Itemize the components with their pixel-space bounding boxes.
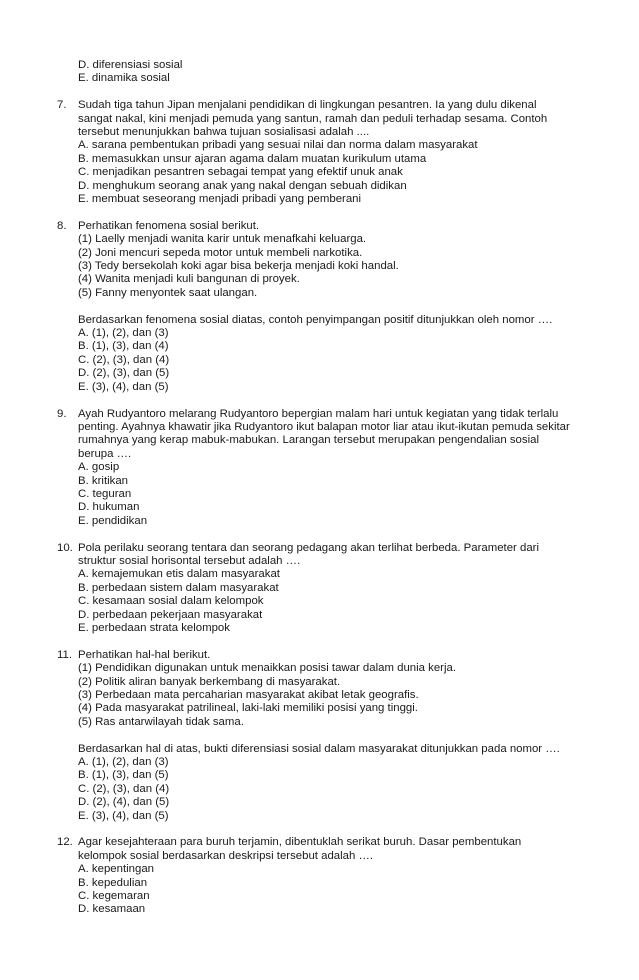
question-stem-line: Pola perilaku seorang tentara dan seorang pedagang akan terlihat berbeda. Parameter dari — [78, 541, 539, 554]
answer-option: D. diferensiasi sosial — [78, 59, 183, 71]
blank-line — [57, 206, 617, 219]
answer-option: C. kesamaan sosial dalam kelompok — [78, 595, 264, 608]
question-number: 12. — [57, 836, 73, 849]
blank-line — [57, 528, 617, 541]
answer-option: D. (2), (4), dan (5) — [78, 796, 170, 809]
question-stem-line: tersebut menunjukkan bahwa tujuan sosialisasi adalah .... — [78, 126, 370, 139]
statement-item: (5) Fanny menyontek saat ulangan. — [78, 286, 258, 299]
blank-line — [57, 823, 617, 836]
blank-line — [57, 86, 617, 99]
statement-item: (3) Tedy bersekolah koki agar bisa bekerja menjadi koki handal. — [78, 260, 399, 273]
statement-item: (4) Wanita menjadi kuli bangunan di proyek. — [78, 273, 300, 286]
question-stem-line: Perhatikan hal-hal berikut. — [78, 648, 211, 661]
answer-option: A. sarana pembentukan pribadi yang sesuai nilai dan norma dalam masyarakat — [78, 139, 478, 152]
question — [57, 408, 617, 529]
question-stem-line: Sudah tiga tahun Jipan menjalani pendidikan di lingkungan pesantren. Ia yang dulu dikenal — [78, 99, 537, 112]
answer-option: E. (3), (4), dan (5) — [78, 809, 169, 822]
answer-option: B. kritikan — [78, 474, 129, 487]
question-stem-line: struktur sosial horisontal tersebut adalah …. — [78, 554, 301, 567]
answer-option: E. membuat seseorang menjadi pribadi yang pemberani — [78, 193, 362, 206]
blank-line — [57, 635, 617, 648]
answer-option: A. kemajemukan etis dalam masyarakat — [78, 568, 280, 581]
statement-item: (3) Perbedaan mata percaharian masyarakat akibat letak geografis. — [78, 689, 419, 701]
question-prompt: Berdasarkan hal di atas, bukti diferensiasi sosial dalam masyarakat ditunjukkan pada nomor …. — [78, 742, 560, 755]
question-stem-line: kelompok sosial berdasarkan deskripsi tersebut adalah …. — [78, 849, 374, 862]
answer-option: B. memasukkan unsur ajaran agama dalam muatan kurikulum utama — [78, 152, 427, 165]
question — [57, 836, 617, 916]
answer-option: A. kepentingan — [78, 863, 154, 876]
answer-option: E. (3), (4), dan (5) — [78, 380, 169, 393]
answer-option: D. kesamaan — [78, 903, 146, 916]
answer-option: E. pendidikan — [78, 514, 148, 527]
answer-option: C. menjadikan pesantren sebagai tempat yang efektif unuk anak — [78, 166, 403, 179]
carryover-options — [57, 59, 617, 86]
answer-option: D. perbedaan pekerjaan masyarakat — [78, 608, 263, 621]
answer-option: D. hukuman — [78, 501, 140, 514]
question-list — [57, 86, 617, 917]
answer-option: C. kegemaran — [78, 890, 150, 903]
question-number: 9. — [57, 407, 67, 420]
question-stem-line: sangat nakal, kini menjadi pemuda yang santun, ramah dan peduli terhadap sesama. Contoh — [78, 112, 548, 125]
question — [57, 99, 617, 206]
question-number: 7. — [57, 99, 67, 112]
question-number: 10. — [57, 541, 73, 554]
answer-option: B. perbedaan sistem dalam masyarakat — [78, 581, 279, 594]
statement-item: (1) Pendidikan digunakan untuk menaikkan posisi tawar dalam dunia kerja. — [78, 662, 457, 675]
question-number: 11. — [57, 648, 72, 661]
statement-item: (1) Laelly menjadi wanita karir untuk menafkahi keluarga. — [78, 233, 367, 246]
answer-option: B. kepedulian — [78, 876, 148, 889]
question-stem-line: Ayah Rudyantoro melarang Rudyantoro bepergian malam hari untuk kegiatan yang tidak terlalu — [78, 407, 559, 420]
question-number: 8. — [57, 219, 67, 232]
question-stem-line: penting. Ayahnya khawatir jika Rudyantoro ikut balapan motor liar atau ikut-ikutan pemuda sekitar — [78, 420, 570, 433]
question-stem-line: Agar kesejahteraan para buruh terjamin, dibentuklah serikat buruh. Dasar pembentukan — [78, 836, 522, 849]
question — [57, 220, 617, 394]
document-page — [57, 59, 617, 917]
answer-option: A. gosip — [78, 461, 120, 474]
answer-option: C. teguran — [78, 487, 132, 500]
answer-option: A. (1), (2), dan (3) — [78, 327, 169, 340]
answer-option: A. (1), (2), dan (3) — [78, 756, 169, 769]
answer-option: D. menghukum seorang anak yang nakal dengan sebuah didikan — [78, 179, 407, 192]
statement-item: (5) Ras antarwilayah tidak sama. — [78, 715, 244, 728]
blank-line — [57, 394, 617, 407]
blank-line — [78, 300, 617, 313]
question-stem-line: Perhatikan fenomena sosial berikut. — [78, 219, 260, 232]
question-stem-line: berupa …. — [78, 447, 132, 460]
answer-option: D. (2), (3), dan (5) — [78, 367, 170, 380]
statement-item: (4) Pada masyarakat patrilineal, laki-laki memiliki posisi yang tinggi. — [78, 702, 418, 715]
answer-option: B. (1), (3), dan (5) — [78, 769, 169, 782]
answer-option: E. dinamika sosial — [78, 72, 170, 85]
answer-option: C. (2), (3), dan (4) — [78, 353, 170, 366]
answer-option: C. (2), (3), dan (4) — [78, 782, 170, 795]
question-prompt: Berdasarkan fenomena sosial diatas, contoh penyimpangan positif ditunjukkan oleh nomor …. — [78, 313, 553, 326]
statement-item: (2) Joni mencuri sepeda motor untuk membeli narkotika. — [78, 246, 363, 259]
question — [57, 649, 617, 823]
statement-item: (2) Politik aliran banyak berkembang di masyarakat. — [78, 675, 341, 688]
blank-line — [78, 729, 617, 742]
question-stem-line: rumahnya yang kerap mabuk-mabukan. Larangan tersebut merupakan pengendalian sosial — [78, 434, 539, 447]
question — [57, 542, 617, 636]
answer-option: E. perbedaan strata kelompok — [78, 621, 230, 634]
answer-option: B. (1), (3), dan (4) — [78, 340, 169, 353]
